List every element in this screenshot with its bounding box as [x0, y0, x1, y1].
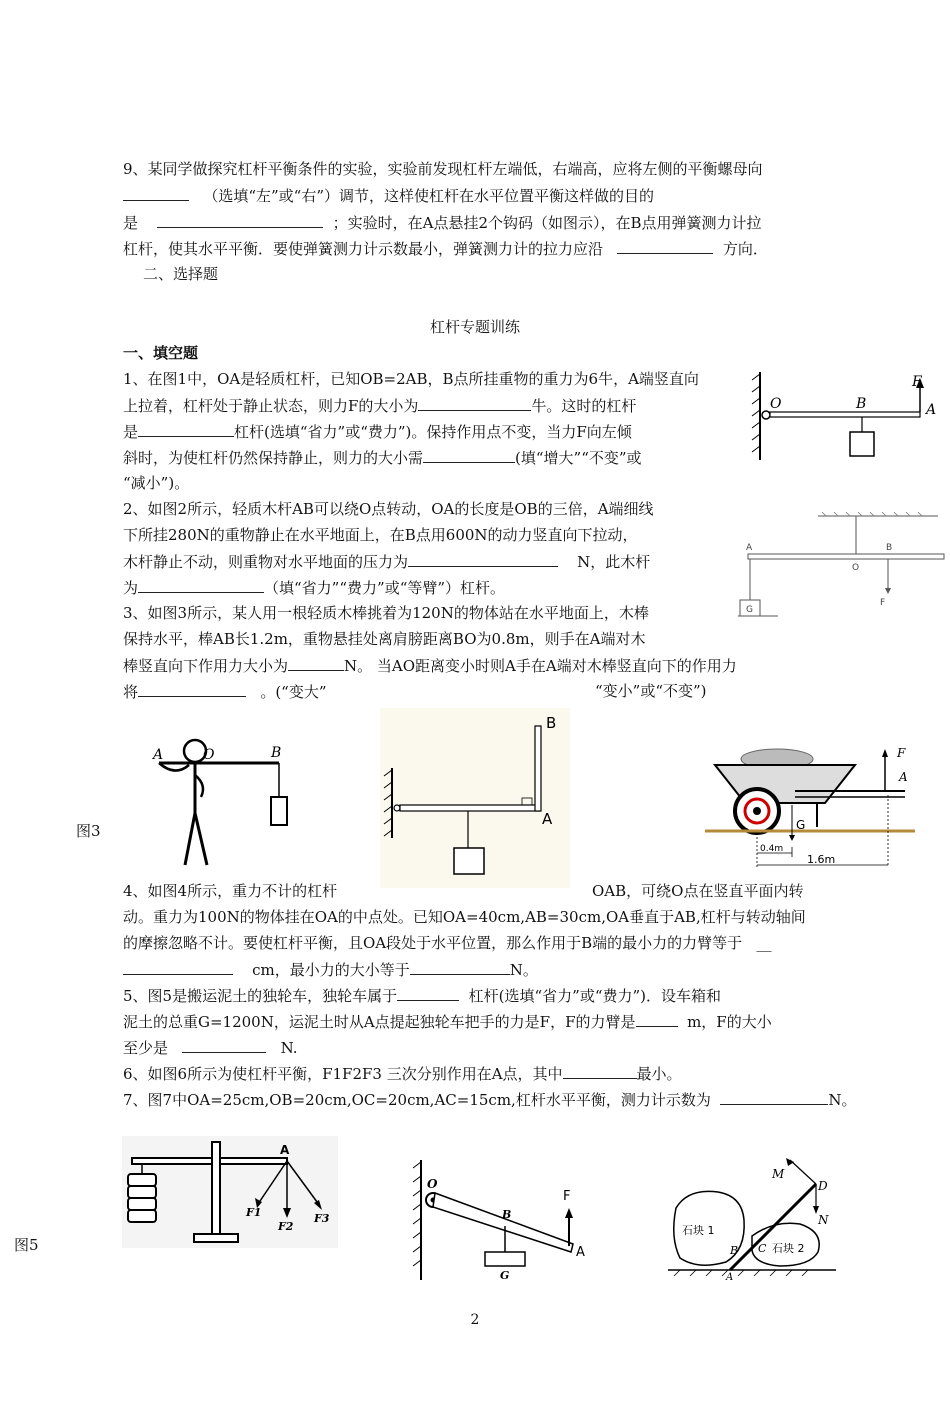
q5-blank-3[interactable] [182, 1036, 266, 1053]
q1-line1: 1、在图1中，OA是轻质杠杆，已知OB=2AB，B点所挂重物的重力为6牛，A端竖直向 [123, 370, 699, 388]
q3-blank-1[interactable] [288, 654, 344, 671]
q9-line3-b: ；实验时，在A点悬挂2个钩码（如图示），在B点用弹簧测力计拉 [332, 214, 762, 232]
fig7-label-b: B [502, 1208, 512, 1221]
fig8-label-rock2: 石块 2 [772, 1242, 805, 1255]
fig2-label-f: F [880, 598, 886, 608]
q9-line4 [123, 237, 768, 260]
q7-line1-a: 7、图7中OA=25cm,OB=20cm,OC=20cm,AC=15cm,杠杆水平平衡，测力计示数为 [123, 1091, 711, 1109]
q3-line4 [123, 680, 327, 703]
q3-line4-c: “变小”或“不变”) [595, 682, 707, 700]
q3-line1: 3、如图3所示，某人用一根轻质木棒挑着为120N的物体站在水平地面上，木棒 [123, 604, 649, 622]
fig8-label-rock1: 石块 1 [682, 1224, 715, 1237]
fig1-label-a: A [926, 402, 937, 418]
fig5-label-d2: 1.6m [807, 853, 836, 866]
fig4-label-b: B [546, 714, 557, 732]
q6-line1 [123, 1062, 682, 1085]
q5-blank-1[interactable] [397, 984, 459, 1001]
figure-5-caption: 图5 [14, 1236, 39, 1254]
q5-line1-a: 5、图5是搬运泥土的独轮车，独轮车属于 [123, 987, 398, 1005]
fig8-label-b: B [730, 1244, 739, 1257]
q6-blank-1[interactable] [563, 1062, 637, 1079]
q4-line2: 动。重力为100N的物体挂在OA的中点处。已知OA=40cm,AB=30cm,OA垂直于AB,杠杆与转动轴间 [123, 908, 806, 926]
figure-6-balance [122, 1136, 338, 1248]
q2-line2: 下所挂280N的重物静止在水平地面上，在B点用600N的动力竖直向下拉动， [123, 526, 638, 544]
q4-line1 [123, 880, 337, 902]
q6-line1-b: 最小。 [636, 1065, 682, 1083]
q3-line2: 保持水平，棒AB长1.2m，重物悬挂处离肩膀距离BO为0.8m，则手在A端对木 [123, 630, 646, 648]
q3-line3 [123, 654, 737, 677]
fig2-label-a: A [746, 543, 753, 553]
q7-blank-1[interactable] [720, 1088, 828, 1105]
q5-line3 [123, 1036, 298, 1059]
q1-line3-b: 杠杆(选填“省力”或“费力”)。保持作用点不变，当力F向左倾 [234, 423, 632, 441]
q9-line4-a: 杠杆，使其水平平衡．要使弹簧测力计示数最小，弹簧测力计的拉力应沿 [123, 240, 604, 258]
figure-5-wheelbarrow [705, 745, 915, 875]
q2-line1: 2、如图2所示，轻质木杆AB可以绕O点转动，OA的长度是OB的三倍，A端细线 [123, 500, 654, 518]
fig7-label-g: G [500, 1269, 510, 1282]
fig2-label-g: G [746, 605, 753, 615]
q3-line3-a: 棒竖直向下作用力大小为 [123, 657, 289, 675]
fig5-label-f: F [897, 746, 906, 760]
q9-blank-2[interactable] [157, 211, 323, 228]
fig8-label-a: A [726, 1272, 734, 1283]
fig7-label-a: A [576, 1245, 585, 1260]
fig1-label-o: O [770, 396, 782, 412]
fig6-label-a: A [280, 1143, 290, 1157]
q5-blank-2[interactable] [636, 1010, 678, 1027]
fig1-label-b: B [856, 396, 867, 412]
figure-1-lever [748, 370, 948, 466]
q7-line1-b: N。 [828, 1091, 857, 1109]
q4-line4-a: cm，最小力的大小等于 [252, 961, 410, 979]
fig2-label-b: B [886, 543, 893, 553]
fig1-label-f: F [912, 374, 922, 390]
fig3-label-b: B [271, 745, 282, 761]
q2-line3 [123, 550, 650, 573]
q1-line4-a: 斜时，为使杠杆仍然保持静止，则力的大小需 [123, 449, 424, 467]
q4-line1-b: OAB，可绕O点在竖直平面内转 [592, 882, 804, 900]
fig7-label-f: F [563, 1189, 571, 1204]
q4-line3-text: 的摩擦忽略不计。要使杠杆平衡，且OA段处于水平位置，那么作用于B端的最小力的力臂等于 [123, 934, 743, 952]
fig3-label-a: A [153, 747, 164, 763]
fig7-label-o: O [427, 1177, 438, 1191]
q9-line1: 9、某同学做探究杠杆平衡条件的实验，实验前发现杠杆左端低，右端高，应将左侧的平衡螺母向 [123, 160, 763, 178]
q9-blank-1[interactable] [123, 184, 189, 201]
q2-line4-a: 为 [123, 579, 139, 597]
q2-blank-1[interactable] [408, 550, 558, 567]
q9-blank-3[interactable] [617, 237, 713, 254]
fig8-label-m: M [772, 1167, 785, 1181]
q5-line1-b: 杠杆(选填“省力”或“费力”)．设车箱和 [468, 987, 722, 1005]
q1-line2-b: 牛。这时的杠杆 [531, 397, 637, 415]
page-number: 2 [470, 1312, 480, 1328]
section-1-heading: 一、填空题 [123, 344, 199, 362]
q7-line1 [123, 1088, 857, 1111]
q4-line1-a: 4、如图4所示，重力不计的杠杆 [123, 882, 338, 900]
q9-line2-text: （选填“左”或“右”）调节，这样使杠杆在水平位置平衡这样做的目的 [203, 187, 654, 205]
fig8-label-n: N [818, 1213, 829, 1227]
fig2-label-o: O [852, 563, 860, 573]
q2-line3-b: N，此木杆 [577, 553, 651, 571]
fig6-label-f2: F2 [278, 1220, 294, 1233]
q5-line2-a: 泥土的总重G=1200N，运泥土时从A点提起独轮车把手的力是F，F的力臂是 [123, 1013, 636, 1031]
q9-line3-a: 是 [123, 214, 139, 232]
q4-line3-underline: __ [756, 934, 772, 952]
fig6-label-f3: F3 [314, 1212, 330, 1225]
q3-blank-2[interactable] [138, 680, 246, 697]
page-title: 杠杆专题训练 [429, 318, 520, 336]
q1-line3-a: 是 [123, 423, 139, 441]
q3-line4-a: 将 [123, 683, 139, 701]
q1-blank-1[interactable] [418, 394, 531, 411]
q1-line5: “减小”)。 [123, 474, 190, 492]
fig5-label-a: A [899, 770, 908, 784]
figure-3-caption: 图3 [76, 822, 101, 840]
q1-blank-3[interactable] [423, 446, 515, 463]
fig3-label-o: O [203, 747, 215, 763]
q2-line3-a: 木杆静止不动，则重物对水平地面的压力为 [123, 553, 409, 571]
q9-line4-b: 方向． [722, 240, 768, 258]
q2-blank-2[interactable] [138, 576, 264, 593]
q1-line4 [123, 446, 642, 469]
fig8-label-c: C [758, 1242, 767, 1255]
q3-line4-b: 。(“变大” [260, 683, 327, 701]
q5-line2 [123, 1010, 772, 1033]
q4-blank-1[interactable] [123, 958, 233, 975]
q1-line4-b: (填“增大”“不变”或 [515, 449, 642, 467]
figure-7-inclined-lever [405, 1156, 591, 1282]
figure-3-person-with-pole [145, 735, 305, 870]
q5-line1 [123, 984, 721, 1007]
q5-line3-b: N. [280, 1039, 298, 1057]
q5-line2-b: m，F的大小 [687, 1013, 772, 1031]
q5-line3-a: 至少是 [123, 1039, 169, 1057]
q1-line2 [123, 394, 636, 417]
figure-8-crowbar-rocks [668, 1158, 838, 1284]
q1-blank-2[interactable] [138, 420, 234, 437]
figure-2-lever [738, 510, 948, 626]
section-2-heading: 二、选择题 [143, 265, 219, 283]
q1-line2-a: 上拉着，杠杆处于静止状态，则力F的大小为 [123, 397, 419, 415]
q3-line3-b: N。 当AO距离变小时则A手在A端对木棒竖直向下的作用力 [344, 657, 737, 675]
q4-line3 [123, 932, 771, 954]
q1-line3 [123, 420, 632, 443]
q4-blank-2[interactable] [410, 958, 510, 975]
q6-line1-a: 6、如图6所示为使杠杆平衡，F1F2F3 三次分别作用在A点，其中 [123, 1065, 563, 1083]
q2-line4-b: （填“省力”“费力”或“等臂”）杠杆。 [264, 579, 506, 597]
q4-line4 [123, 958, 538, 981]
fig8-label-d: D [818, 1179, 828, 1193]
q9-line2 [123, 184, 654, 207]
fig5-label-g: G [796, 818, 806, 832]
fig6-label-f1: F1 [246, 1206, 262, 1219]
q2-line4 [123, 576, 505, 599]
fig4-label-a: A [542, 810, 553, 828]
q4-line4-b: N。 [509, 961, 538, 979]
figure-4-bent-lever [380, 708, 570, 888]
fig5-label-d1: 0.4m [760, 844, 784, 854]
q9-line3 [123, 211, 762, 234]
